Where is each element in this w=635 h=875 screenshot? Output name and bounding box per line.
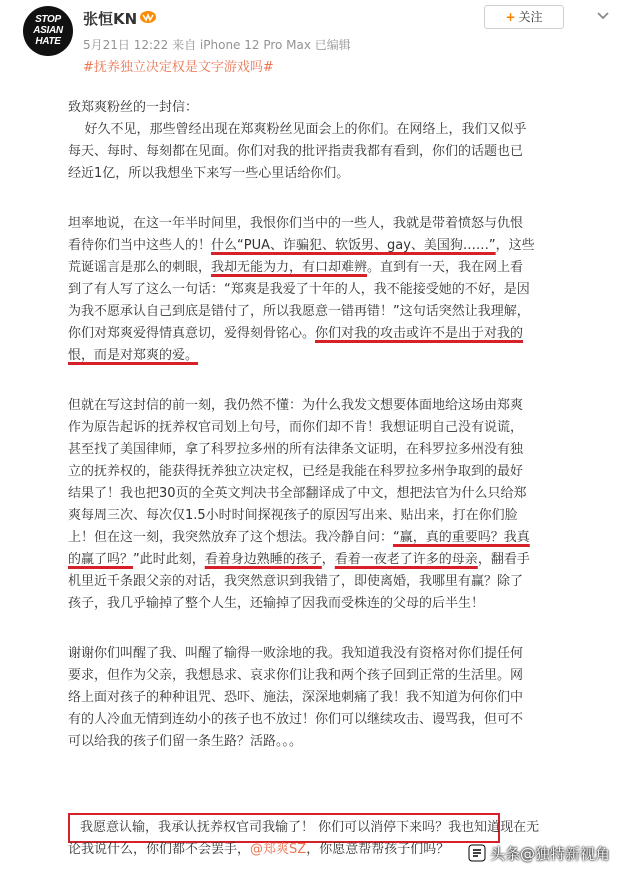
follow-label: 关注: [518, 10, 543, 24]
underlined-text: 你们对我的攻击或许不是出于对我的: [315, 326, 524, 341]
text-line: 爽每周三次、每次仅1.5小时时间探视孩子的原因写出来、贴出来，打在你们脸: [68, 508, 518, 523]
highlighted-text: 我愿意认输，我承认抚养权官司我输了！ 你们可以消停下来吗？: [80, 820, 449, 835]
avatar-text-line: STOP: [35, 14, 61, 25]
letter-body: [68, 97, 628, 753]
text-line: 立的抚养权的，能获得抚养独立决定权，已经是我能在科罗拉多州争取到的最好: [68, 464, 524, 479]
underlined-text: 的赢了吗？: [68, 552, 134, 567]
text-line: 可以给我的孩子们留一条生路？活路。。。: [68, 734, 303, 749]
post-meta: 5月21日 12:22 来自 iPhone 12 Pro Max 已编辑: [83, 38, 351, 52]
mention-link[interactable]: @郑爽SZ: [250, 842, 307, 857]
text-line: 有的人冷血无情到连幼小的孩子也不放过！你们可以继续攻击、谩骂我，但可不: [68, 712, 524, 727]
text-line: 上！但在这一刻，我突然放弃了这个想法。我冷静自问：“赢，真的重要吗？我真: [68, 530, 530, 545]
text-line: 你们对郑爽爱得情真意切，爱得刻骨铭心。你们对我的攻击或许不是出于对我的: [68, 326, 524, 341]
text-line: 谢谢你们叫醒了我、叫醒了输得一败涂地的我。我知道我没有资格对你们提任何: [68, 646, 524, 661]
underlined-text: 恨，而是对郑爽的爱。: [68, 348, 199, 363]
text-line: 为我不愿承认自己到底是错付了，所以我愿意一错再错！”这句话突然让我理解，: [68, 304, 530, 319]
avatar-text-line: ASIAN: [33, 25, 63, 36]
watermark: [468, 843, 610, 864]
follow-button[interactable]: [484, 5, 564, 29]
underlined-text: 看着一夜老了许多的母亲: [334, 552, 478, 567]
text-line: 看待你们当中这些人的！什么“PUA、诈骗犯、软饭男、gay、美国狗……”，这些: [68, 238, 535, 253]
salutation: 致郑爽粉丝的一封信：: [68, 100, 199, 115]
text-line: 好久不见，那些曾经出现在郑爽粉丝见面会上的你们。在网络上，我们又似乎: [68, 122, 527, 137]
text-line: 机里近千条跟父亲的对话，我突然意识到我错了，即使离婚，我哪里有赢？除了: [68, 574, 524, 589]
username[interactable]: 张恒KN: [83, 10, 138, 28]
text-line: 要求，但作为父亲，我想恳求、哀求你们让我和两个孩子回到正常的生活里。网: [68, 668, 524, 683]
text-line: 的赢了吗？”此时此刻，看着身边熟睡的孩子，看着一夜老了许多的母亲，翻看手: [68, 552, 530, 567]
text-line: 但就在写这封信的前一刻，我仍然不懂：为什么我发文想要体面地给这场由郑爽: [68, 398, 524, 413]
text-line: 甚至找了美国律师，拿了科罗拉多州的所有法律条文证明，在科罗拉多州没有独: [68, 442, 524, 457]
text-line: 结果了！我也把30页的全英文判决书全部翻译成了中文，想把法官为什么只给郑: [68, 486, 527, 501]
text-line: 络上面对孩子的种种诅咒、恐吓、施法，深深地刺痛了我！我不知道为何你们中: [68, 690, 524, 705]
text-line: 到了有人写了这么一句话：“郑爽是我爱了十年的人，我不能接受她的不好，是因: [68, 282, 530, 297]
plus-icon: +: [505, 10, 516, 24]
text-line: 孩子，我几乎输掉了整个人生，还输掉了因我而受株连的父母的后半生！: [68, 596, 485, 611]
text-line: 每天、每时、每刻都在见面。你们对我的批评指责我都有看到，你们的话题也已: [68, 144, 524, 159]
text-line: 坦率地说，在这一年半时间里，我恨你们当中的一些人，我就是带着愤怒与仇恨: [68, 216, 524, 231]
text-line: 我愿意认输，我承认抚养权官司我输了！ 你们可以消停下来吗？我也知道现在无: [80, 820, 540, 835]
underlined-text: 我却无能为力，有口却难辨: [211, 260, 368, 275]
text-line: 荒诞谣言是那么的刺眼，我却无能为力，有口却难辨。直到有一天，我在网上看: [68, 260, 524, 275]
post-header: [0, 0, 635, 80]
text-line: 论我说什么，你们都不会罢手，@郑爽SZ，你愿意帮帮孩子们吗？: [68, 842, 450, 857]
underlined-text: 看着身边熟睡的孩子: [204, 552, 322, 567]
avatar[interactable]: [23, 6, 73, 56]
text-line: [68, 345, 628, 367]
vip-badge-icon: [139, 10, 157, 24]
chevron-down-icon[interactable]: [596, 11, 610, 21]
watermark-text: 头条@独特新视角: [490, 845, 611, 863]
underlined-text: “赢，真的重要吗？我真: [393, 530, 530, 545]
text-line: 作为原告起诉的抚养权官司划上句号，而你们却不肯！我想证明自己没有说谎，: [68, 420, 524, 435]
text-line: 经近1亿，所以我想坐下来写一些心里话给你们。: [68, 166, 350, 181]
underlined-text: 什么“PUA、诈骗犯、软饭男、gay、美国狗……”: [211, 238, 496, 253]
hashtag-link[interactable]: #抚养独立决定权是文字游戏吗#: [83, 60, 274, 75]
avatar-text-line: HATE: [35, 36, 61, 47]
toutiao-logo-icon: [468, 844, 486, 862]
